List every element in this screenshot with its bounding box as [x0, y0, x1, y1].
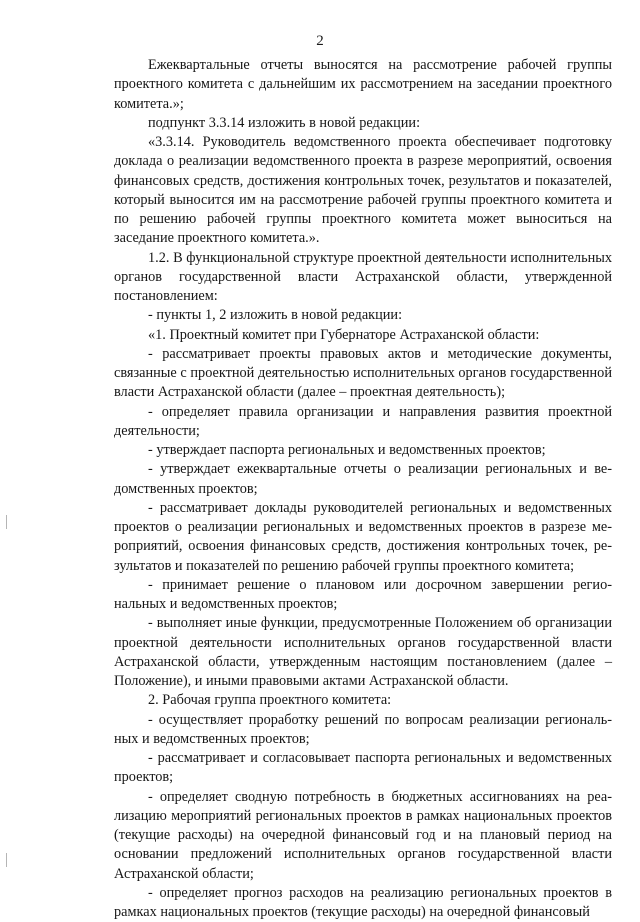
scan-edge-mark	[6, 853, 7, 867]
list-item-agrees-passports: - рассматривает и согласовывает паспорта региональных и ведомственных проектов;	[114, 750, 612, 786]
paragraph-subclause-intro: подпункт 3.3.14 изложить в новой редакции:	[148, 114, 421, 131]
scan-edge-mark	[6, 515, 7, 529]
list-item-budget-needs: - определяет сводную потребность в бюджетных ассигнованиях на реализацию мероприятий региональных проектов в рамках национальных проектов (текущие расходы) на очередной финансовый год и на плановый период на основании предложений исполнительных органов государственной власти Астраханской области;	[114, 788, 612, 882]
paragraph-section-1-2: 1.2. В функциональной структуре проектной деятельности исполнительных органов государственной власти Астраханской области, утвержденной постановлением:	[114, 249, 612, 304]
paragraph-quarterly-reports: Ежеквартальные отчеты выносятся на рассмотрение рабочей группы проектного комитета с дальнейшим их рассмотрением на заседании проектного комитета.»;	[114, 57, 612, 112]
document-body	[114, 56, 612, 922]
list-item-approves-passports: - утверждает паспорта региональных и ведомственных проектов;	[148, 442, 546, 458]
list-item-defines-rules: - определяет правила организации и направления развития проектной деятельности;	[114, 403, 612, 439]
list-item-approves-reports: - утверждает ежеквартальные отчеты о реализации региональных и ведомственных проектов;	[114, 461, 612, 497]
paragraph-working-group-heading: 2. Рабочая группа проектного комитета:	[148, 692, 392, 709]
paragraph-committee-heading: «1. Проектный комитет при Губернаторе Астраханской области:	[148, 326, 540, 343]
paragraph-items-intro: - пункты 1, 2 изложить в новой редакции:	[148, 307, 403, 324]
list-item-completion-decision: - принимает решение о плановом или досрочном завершении региональных и ведомственных проектов;	[114, 576, 612, 612]
list-item-works-out-decisions: - осуществляет проработку решений по вопросам реализации региональных и ведомственных проектов;	[114, 711, 612, 747]
list-item-expense-forecast: - определяет прогноз расходов на реализацию региональных проектов в рамках национальных проектов (текущие расходы) на очередной финансовый	[114, 884, 612, 920]
paragraph-clause-3-3-14: «3.3.14. Руководитель ведомственного проекта обеспечивает подготовку доклада о реализации ведомственного проекта в разрезе мероприятий, освоения финансовых средств, достижения контрольных точек, результатов и показателей, который выносится им на рассмотрение рабочей группы проектного комитета и по решению рабочей группы проектного комитета может выноситься на заседание проектного комитета.».	[114, 134, 612, 247]
list-item-other-functions: - выполняет иные функции, предусмотренные Положением об организации проектной деятельности исполнительных органов государственной власти Астраханской области, утвержденным настоящим постановлением (далее – Положение), и иными правовыми актами Астраханской области.	[114, 615, 612, 689]
list-item-reviews-heads-reports: - рассматривает доклады руководителей региональных и ведомственных проектов о реализации региональных и ведомственных проектов в разрезе мероприятий, освоения финансовых средств, достижения контрольных точек, результатов и показателей по решению рабочей группы проектного комитета;	[114, 499, 612, 574]
page-number: 2	[316, 33, 324, 49]
list-item-reviews-drafts: - рассматривает проекты правовых актов и методические документы, связанные с проектной деятельностью исполнительных органов государственной власти Астраханской области (далее – проектная деятельность);	[114, 345, 612, 401]
